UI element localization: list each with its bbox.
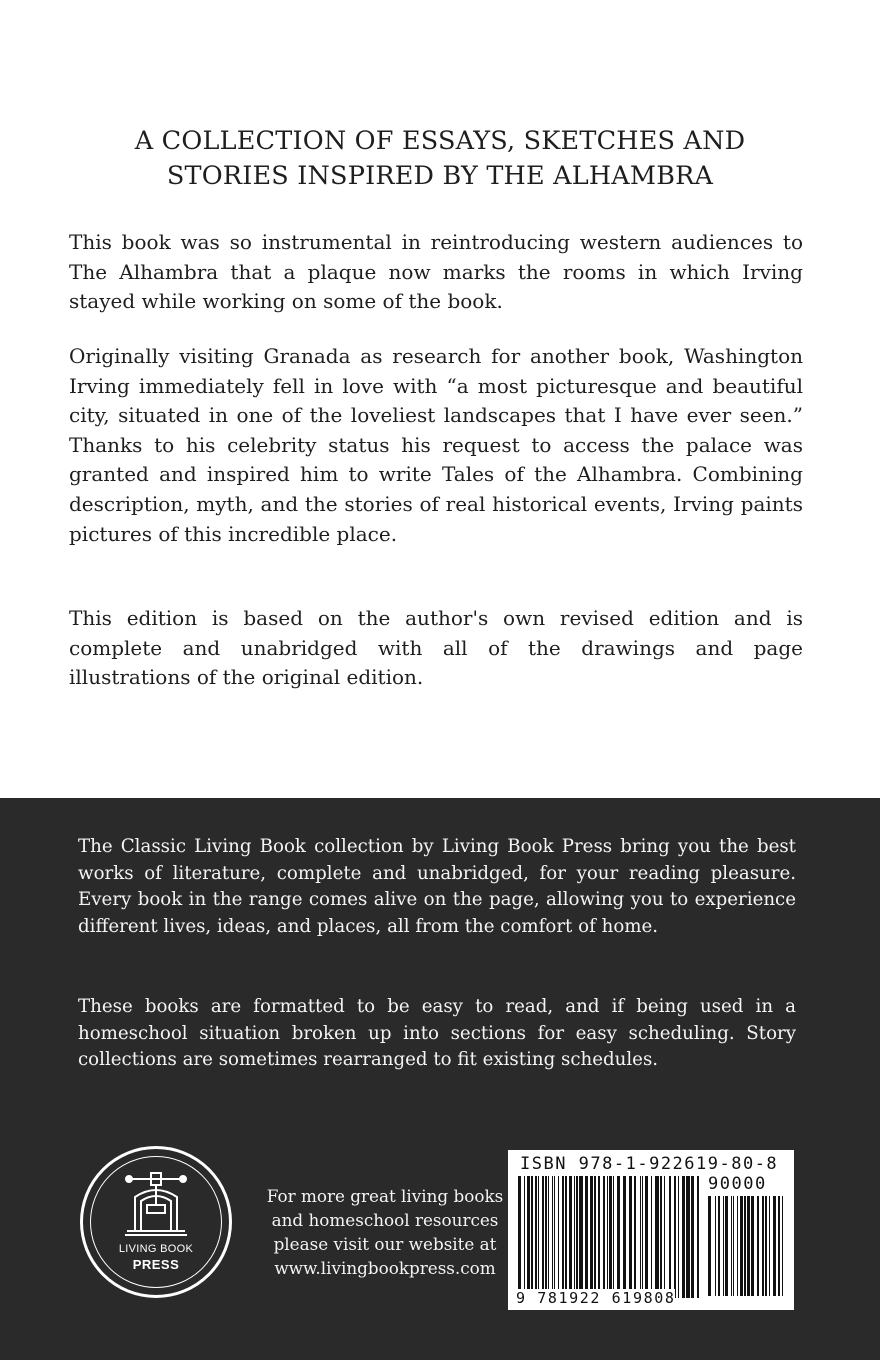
website-promo <box>255 1184 515 1280</box>
description-paragraph-granada: Originally visiting Granada as research for another book, Washington Irving immediately fell in love with “a most picturesque and beautiful city, situated in one of the loveliest landscapes that I have ever seen.” Thanks to his celebrity status his request to access the palace was granted and inspired him to write Tales of the Alhambra. Combining description, myth, and the stories of real historical events, Irving paints pictures of this incredible place. <box>69 344 803 546</box>
description-paragraph-edition: This edition is based on the author's own revised edition and is complete and unabridged with all of the drawings and page illustrations of the original edition. <box>69 606 803 690</box>
promo-line-2: and homeschool resources <box>271 1210 499 1230</box>
promo-line-1: For more great living books <box>266 1186 504 1206</box>
website-url: www.livingbookpress.com <box>274 1258 496 1278</box>
publisher-paragraph-collection: The Classic Living Book collection by Living Book Press bring you the best works of literature, complete and unabridged, for your reading pleasure. Every book in the range comes alive on the page, allowing you to experience different lives, ideas, and places, all from the comfort of home. <box>78 836 796 937</box>
price-code: 90000 <box>708 1174 767 1194</box>
price-addon-bars <box>706 1196 786 1296</box>
publisher-logo <box>80 1146 232 1298</box>
isbn-label: ISBN 978-1-922619-80-8 <box>520 1154 779 1174</box>
collection-heading <box>70 124 810 194</box>
heading-line-2: STORIES INSPIRED BY THE ALHAMBRA <box>166 161 714 191</box>
printing-press-icon <box>121 1171 191 1237</box>
logo-text-press: PRESS <box>132 1257 180 1272</box>
logo-text-living-book: LIVING BOOK <box>118 1243 194 1255</box>
publisher-paragraph-format: These books are formatted to be easy to read, and if being used in a homeschool situation broken up into sections for easy scheduling. Story collections are sometimes rearranged to fit existing schedules. <box>78 996 796 1071</box>
ean-barcode-bars <box>516 1176 704 1298</box>
heading-line-1: A COLLECTION OF ESSAYS, SKETCHES AND <box>134 126 746 156</box>
isbn-barcode <box>508 1150 794 1310</box>
ean-digits: 9 781922 619808 <box>516 1289 676 1307</box>
promo-line-3: please visit our website at <box>273 1234 497 1254</box>
description-paragraph-plaque: This book was so instrumental in reintroducing western audiences to The Alhambra that a plaque now marks the rooms in which Irving stayed while working on some of the book. <box>69 230 803 314</box>
